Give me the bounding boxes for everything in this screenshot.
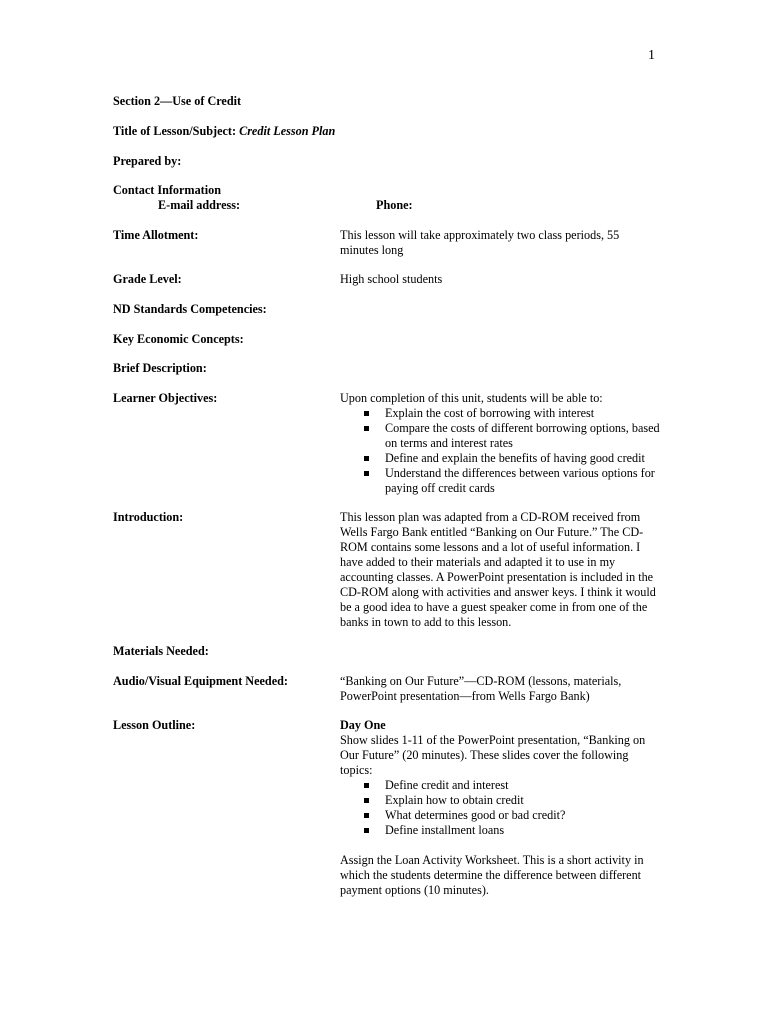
learner-objectives-label: Learner Objectives: [113,391,218,405]
day-one-heading: Day One [340,718,386,732]
list-item: Explain how to obtain credit [340,793,660,808]
list-item: What determines good or bad credit? [340,808,660,823]
lesson-title-value: Credit Lesson Plan [239,124,336,138]
section-title: Section 2—Use of Credit [113,94,242,108]
list-item: Explain the cost of borrowing with interest [340,406,660,421]
learner-objectives-intro: Upon completion of this unit, students will be able to: [340,391,603,405]
contact-info-label: Contact Information [113,183,221,197]
introduction-label: Introduction: [113,510,184,524]
email-label: E-mail address: [158,198,241,212]
grade-level-label: Grade Level: [113,272,182,286]
time-allotment-value: This lesson will take approximately two class periods, 55 minutes long [340,228,620,257]
list-item: Define and explain the benefits of having good credit [340,451,660,466]
lesson-outline-block [340,718,660,898]
key-concepts-label: Key Economic Concepts: [113,332,244,346]
day-one-intro: Show slides 1-11 of the PowerPoint presentation, “Banking on Our Future” (20 minutes). These slides cover the following topics: [340,733,646,777]
learner-objectives-list [340,406,660,496]
phone-label: Phone: [376,198,413,212]
page-number: 1 [648,48,655,63]
av-equipment-label: Audio/Visual Equipment Needed: [113,674,288,688]
grade-level-value: High school students [340,272,443,286]
time-allotment-label: Time Allotment: [113,228,199,242]
brief-description-label: Brief Description: [113,361,207,375]
list-item: Understand the differences between various options for paying off credit cards [340,466,660,496]
list-item: Define installment loans [340,823,660,838]
lesson-outline-label: Lesson Outline: [113,718,196,732]
list-item: Compare the costs of different borrowing options, based on terms and interest rates [340,421,660,451]
list-item: Define credit and interest [340,778,660,793]
worksheet-text: Assign the Loan Activity Worksheet. This is a short activity in which the students determine the difference between different payment options (10 minutes). [340,853,644,897]
prepared-by-label: Prepared by: [113,154,182,168]
lesson-title-row [113,124,335,139]
materials-label: Materials Needed: [113,644,209,658]
nd-standards-label: ND Standards Competencies: [113,302,267,316]
learner-objectives-block [340,391,660,496]
introduction-text: This lesson plan was adapted from a CD-ROM received from Wells Fargo Bank entitled “Banking on Our Future.” The CD-ROM contains some lessons and a lot of useful information. I have added to their materials and adapted it to use in my accounting classes. A PowerPoint presentation is included in the CD-ROM along with activities and answer keys. I think it would be a good idea to have a guest speaker come in from one of the banks in town to add to this lesson. [340,510,656,629]
av-equipment-value: “Banking on Our Future”—CD-ROM (lessons, materials, PowerPoint presentation—from Wells Fargo Bank) [340,674,622,703]
lesson-title-label: Title of Lesson/Subject: [113,124,237,138]
day-one-topics [340,778,660,838]
